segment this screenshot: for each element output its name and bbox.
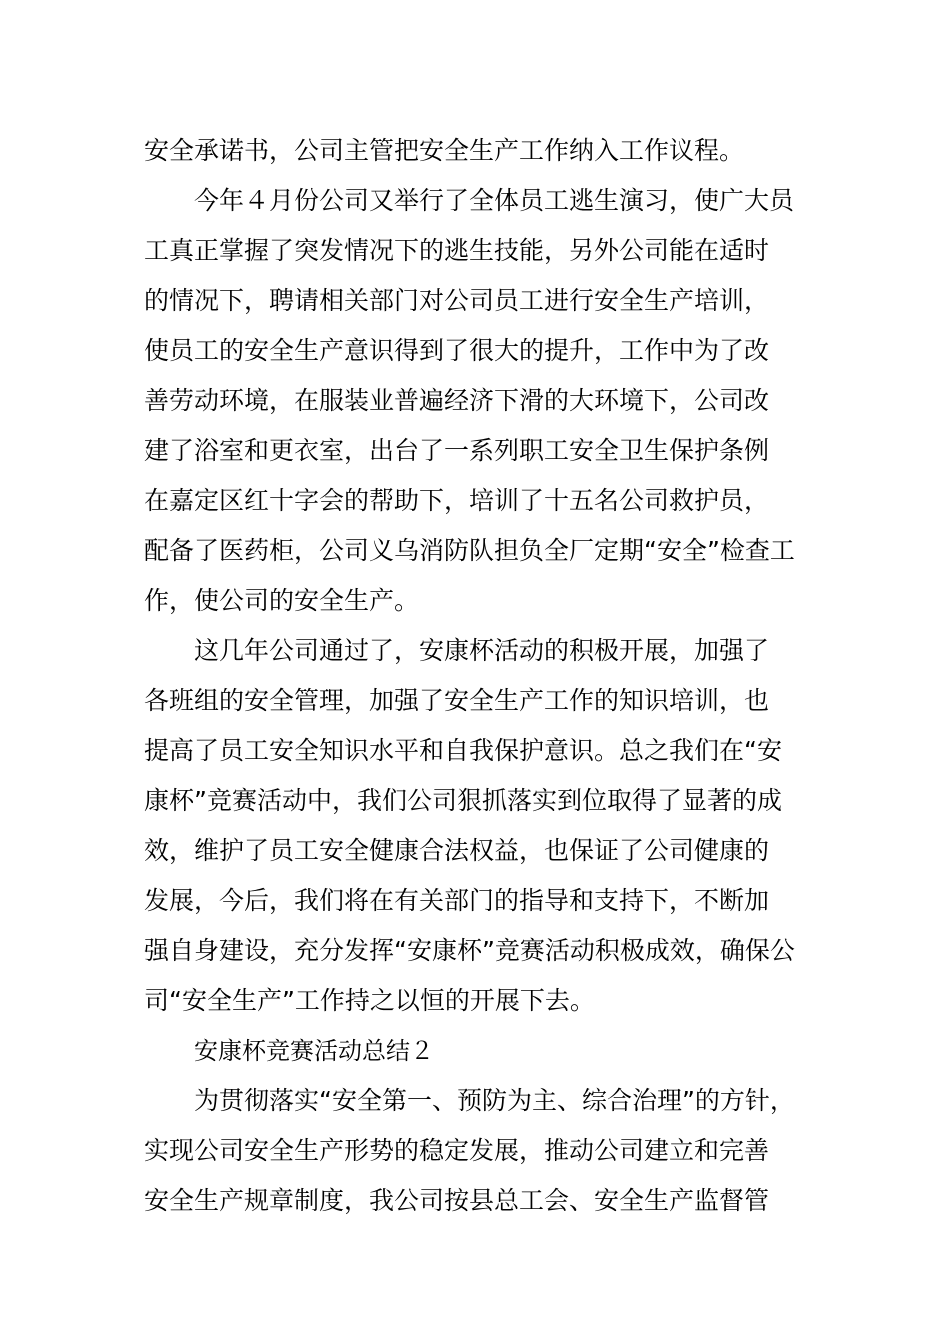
text-line: 建了浴室和更衣室，出台了一系列职工安全卫生保护条例 xyxy=(144,436,770,465)
text-line: 今年４月份公司又举行了全体员工逃生演习，使广大员 xyxy=(194,186,795,215)
text-line: 配备了医药柜，公司义乌消防队担负全厂定期“安全”检查工 xyxy=(144,536,795,565)
text-line: 善劳动环境，在服装业普遍经济下滑的大环境下，公司改 xyxy=(144,386,770,415)
text-line: 这几年公司通过了，安康杯活动的积极开展，加强了 xyxy=(194,636,770,665)
text-line: 安全承诺书，公司主管把安全生产工作纳入工作议程。 xyxy=(144,136,745,165)
text-line: 康杯”竞赛活动中，我们公司狠抓落实到位取得了显著的成 xyxy=(144,786,782,815)
section-heading: 安康杯竞赛活动总结２ xyxy=(194,1037,434,1065)
text-line: 司“安全生产”工作持之以恒的开展下去。 xyxy=(144,986,595,1015)
text-line: 强自身建设，充分发挥“安康杯”竞赛活动积极成效，确保公 xyxy=(144,936,795,965)
text-line: 作，使公司的安全生产。 xyxy=(144,586,420,615)
text-line: 工真正掌握了突发情况下的逃生技能，另外公司能在适时 xyxy=(144,236,770,265)
text-line: 各班组的安全管理，加强了安全生产工作的知识培训，也 xyxy=(144,686,770,715)
text-line: 安全生产规章制度，我公司按县总工会、安全生产监督管 xyxy=(144,1186,770,1215)
text-line: 为贯彻落实“安全第一、预防为主、综合治理”的方针， xyxy=(194,1086,795,1115)
text-line: 使员工的安全生产意识得到了很大的提升，工作中为了改 xyxy=(144,336,770,365)
text-line: 提高了员工安全知识水平和自我保护意识。总之我们在“安 xyxy=(144,736,782,765)
text-line: 效，维护了员工安全健康合法权益，也保证了公司健康的 xyxy=(144,836,770,865)
text-line: 在嘉定区红十字会的帮助下，培训了十五名公司救护员， xyxy=(144,486,770,515)
text-line: 发展，今后，我们将在有关部门的指导和支持下，不断加 xyxy=(144,886,770,915)
text-line: 的情况下，聘请相关部门对公司员工进行安全生产培训， xyxy=(144,286,770,315)
text-line: 实现公司安全生产形势的稳定发展，推动公司建立和完善 xyxy=(144,1136,770,1165)
